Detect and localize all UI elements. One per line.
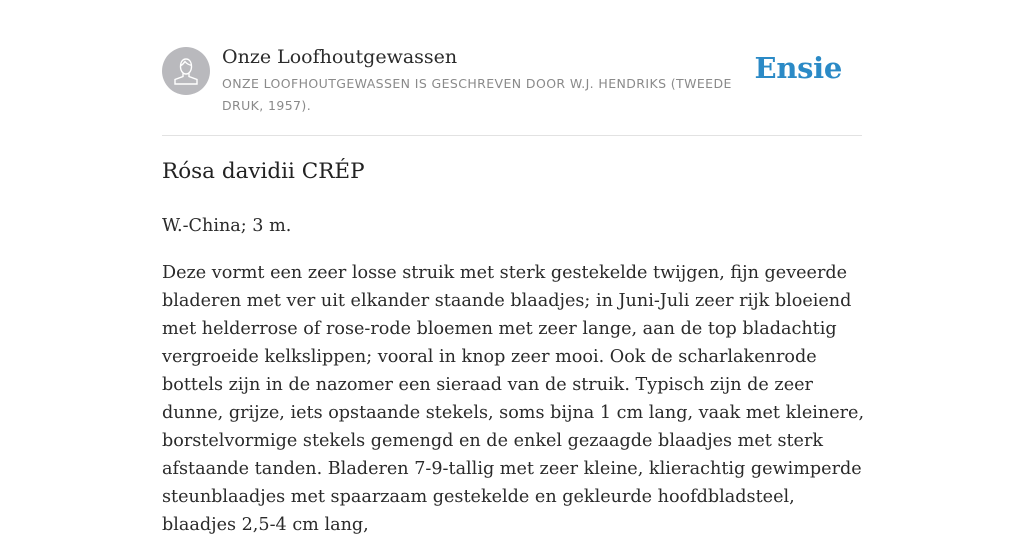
entry-body [162,212,867,558]
user-avatar-icon [162,47,210,95]
source-title[interactable]: Onze Loofhoutgewassen [222,46,458,68]
user-silhouette-icon [162,47,210,95]
header-divider [162,135,862,136]
ensie-logo[interactable]: Ensie [754,51,842,85]
source-header [162,46,862,136]
entry-paragraph: W.-China; 3 m. [162,216,292,236]
source-description: ONZE LOOFHOUTGEWASSEN IS GESCHREVEN DOOR W.J. HENDRIKS (TWEEDE DRUK, 1957). [222,76,732,113]
entry-paragraph: Deze vormt een zeer losse struik met sterk gestekelde twijgen, fijn geveerde bladeren met ver uit elkander staande blaadjes; in Juni-Juli zeer rijk bloeiend met helderrose of rose-rode bloemen met zeer lange, aan de top bladachtig vergroeide kelkslippen; vooral in knop zeer mooi. Ook de scharlakenrode bottels zijn in de nazomer een sieraad van de struik. Typisch zijn de zeer dunne, grijze, iets opstaande stekels, soms bijna 1 cm lang, vaak met kleinere, borstelvormige stekels gemengd en de enkel gezaagde blaadjes met sterk afstaande tanden. Bladeren 7-9-tallig met zeer kleine, klierachtig gewimperde steunblaadjes met spaarzaam gestekelde en gekleurde hoofdbladsteel, blaadjes 2,5-4 cm lang, [162,263,865,535]
entry-title: Rósa davidii CRÉP [162,159,365,184]
